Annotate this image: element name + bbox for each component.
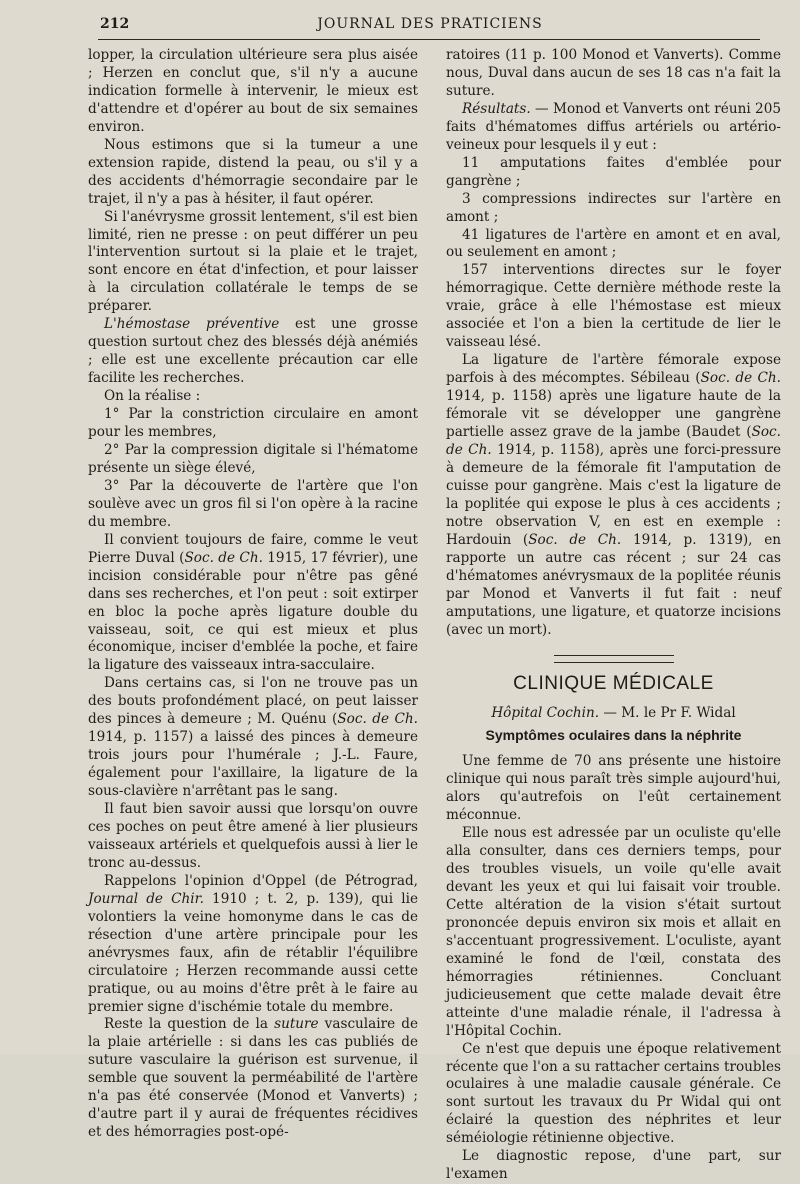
italic-term: suture [274, 1016, 319, 1033]
paragraph-text: La ligature de l'artère fémorale expose parfois à des mécomptes. Sébileau ( [446, 352, 781, 387]
paragraph: Nous estimons que si la tumeur a une extension rapide, distend la peau, ou s'il y a des accidents d'hémorragie secondaire par le trajet, il n'y a pas à hésiter, il faut opérer. [88, 136, 418, 207]
list-item: 2° Par la compression digitale si l'hématome présente un siège élevé, [88, 441, 418, 476]
paragraph: Elle nous est adressée par un oculiste qu'elle alla consulter, dans ces derniers temps, pour des troubles visuels, un voile qu'elle avait devant les yeux et qui lui faisait voir trouble. Cette altération de la vision s'était surtout prononcée depuis environ six mois et allait en s'accentuant progressivement. L'oculiste, ayant examiné le fond de l'œil, constata des hémorragies rétiniennes. Concluant judicieusement que cette malade devait être atteinte d'une maladie rénale, il l'adressa à l'Hôpital Cochin. [446, 825, 781, 1039]
paragraph-text: 1910 ; t. 2, p. 139), qui lie volontiers la veine homonyme dans le cas de résection d'une artère principale pour les anévrysmes faux, afin de rétablir l'équilibre circulatoire ; Herzen recommande aussi cette pratique, ou au moins d'être prêt à le faire au premier signe d'ischémie totale du membre. [88, 890, 418, 1015]
left-column [88, 47, 418, 1142]
paragraph: Le diagnostic repose, d'une part, sur l'examen [446, 1148, 781, 1183]
paragraph [88, 1016, 418, 1142]
paragraph-text: Rappelons l'opinion d'Oppel (de Pétrograd, [104, 872, 418, 889]
paragraph [446, 352, 781, 639]
paragraph: Il faut bien savoir aussi que lorsqu'on ouvre ces poches on peut être amené à lier plusieurs vaisseaux artériels et quelquefois aussi à lier le tronc au-dessus. [88, 801, 418, 871]
paragraph-text: Il convient toujours de faire, comme le veut Pierre Duval ( [88, 531, 418, 566]
citation: Soc. de Ch. [700, 370, 781, 387]
paragraph [446, 101, 781, 155]
italic-term: Résultats. [462, 100, 531, 117]
list-item: 157 interventions directes sur le foyer hémorragique. Cette dernière méthode reste la vraie, grâce à elle l'hémostase est mieux associée et l'on a bien la certitude de lier le vaisseau lésé. [446, 262, 781, 351]
journal-title: JOURNAL DES PRATICIENS [317, 16, 543, 32]
paragraph-text: 1914, p. 1319), en rapporte un autre cas récent ; sur 24 cas d'hématomes anévrysmaux de la poplitée réunis par Monod et Vanverts il fut fait : neuf amputations, une ligature, et quatorze incisions (avec un mort). [446, 531, 781, 638]
paragraph-text: 1915, 17 février), une incision considérable pour n'être pas gêné dans ses recherches, et l'on peut : soit extirper en bloc la poche après ligature double du vaisseau, soit, ce qui est mieux et plus économique, inciser d'emblée la poche, et faire la ligature des vaisseaux intra-sacculaire. [88, 549, 418, 674]
paragraph: ratoires (11 p. 100 Monod et Vanverts). Comme nous, Duval dans aucun de ses 18 cas n'a fait la suture. [446, 47, 781, 99]
page-number: 212 [100, 16, 130, 32]
running-head [100, 14, 760, 38]
citation: Soc. de Ch. [184, 549, 263, 566]
paragraph [88, 675, 418, 801]
italic-term: L'hémostase préventive [104, 316, 280, 333]
citation: Soc. de Ch. [528, 531, 622, 548]
paragraph [88, 316, 418, 388]
byline-place: Hôpital Cochin. [491, 705, 600, 722]
paragraph-text: vasculaire de la plaie artérielle : si dans les cas publiés de suture vasculaire la guérison est survenue, il semble que souvent la perméabilité de l'artère n'a pas été conservée (Monod et Vanverts) ; d'autre part il y aurai de fréquentes récidives et des hémorragies post-opé- [88, 1016, 418, 1141]
paragraph-text: Reste la question de la [104, 1016, 275, 1033]
article-title: Symptômes oculaires dans la néphrite [485, 727, 742, 744]
list-item: 1° Par la constriction circulaire en amont pour les membres, [88, 406, 418, 441]
paragraph: On la réalise : [104, 388, 201, 405]
list-item: 3 compressions indirectes sur l'artère en amont ; [446, 190, 781, 225]
header-rule [98, 39, 760, 40]
paragraph-text: Dans certains cas, si l'on ne trouve pas un des bouts profondément placé, on peut laisser des pinces à demeure ; M. Quénu ( [88, 675, 418, 728]
paragraph-text: 1914, p. 1158) après une ligature haute de la fémorale vit se développer une gangrène partielle assez grave de la jambe (Baudet ( [446, 388, 781, 441]
section-divider [554, 655, 674, 663]
right-column [446, 47, 781, 1184]
paragraph: Ce n'est que depuis une époque relativement récente que l'on a su rattacher certains troubles oculaires à une maladie causale générale. Ce sont surtout les travaux du Pr Widal qui ont éclairé la question des néphrites et leur séméiologie rétinienne objective. [446, 1040, 781, 1147]
paragraph: lopper, la circulation ultérieure sera plus aisée ; Herzen en conclut que, s'il n'y a aucune indication formelle à intervenir, le mieux est d'attendre et d'opérer au bout de six semaines environ. [88, 47, 418, 135]
section-title: CLINIQUE MÉDICALE [513, 673, 714, 695]
list-item: 11 amputations faites d'emblée pour gangrène ; [446, 154, 781, 189]
citation: Soc. de Ch. [337, 711, 419, 728]
byline-author: — M. le Pr F. Widal [599, 705, 736, 722]
list-item: 41 ligatures de l'artère en amont et en aval, ou seulement en amont ; [446, 226, 781, 261]
paragraph [88, 873, 418, 1017]
paragraph: Si l'anévrysme grossit lentement, s'il est bien limité, rien ne presse : on peut différer un peu l'intervention surtout si la plaie et le trajet, sont encore en état d'infection, et pour laisser à la circulation collatérale le temps de se préparer. [88, 208, 418, 315]
paragraph-text: — Monod et Vanverts ont réuni 205 faits d'hématomes diffus artériels ou artério-veineux pour lesquels il y eut : [446, 100, 781, 153]
byline [446, 705, 781, 723]
paragraph [88, 532, 418, 676]
paragraph: Une femme de 70 ans présente une histoire clinique qui nous paraît très simple aujourd'hui, alors qu'autrefois on l'eût certainement méconnue. [446, 753, 781, 824]
paragraph-text: 1914, p. 1158), après une forci-pressure à demeure de la fémorale fit l'amputation de cuisse pour gangrène. Mais c'est la ligature de la poplitée qui expose le plus à ces accidents ; notre observation V, en est en exemple : Hardouin ( [446, 441, 781, 548]
citation: Journal de Chir. [88, 890, 204, 907]
citation: Soc. de Ch. [446, 424, 781, 458]
paragraph-text: est une grosse question surtout chez des blessés déjà anémiés ; elle est une excellente précaution car elle facilite les recherches. [88, 316, 418, 387]
list-item: 3° Par la découverte de l'artère que l'on soulève avec un gros fil si l'on opère à la racine du membre. [88, 477, 418, 530]
paragraph-text: 1914, p. 1157) a laissé des pinces à demeure trois jours pour l'humérale ; J.-L. Faure, également pour l'axillaire, la ligature de la sous-clavière n'arrêtant pas le sang. [88, 729, 418, 800]
